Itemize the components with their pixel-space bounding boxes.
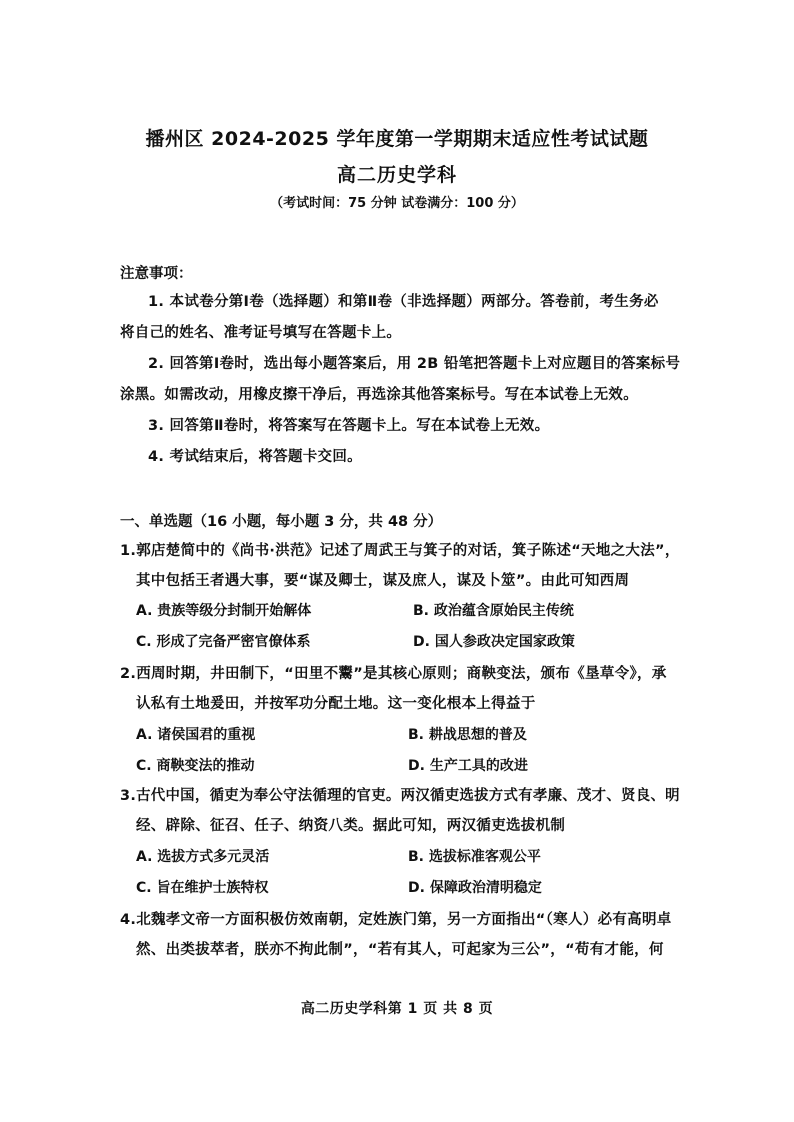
notes-heading: 注意事项： [120, 266, 193, 282]
question-4-stem: 然、出类拔萃者，朕亦不拘此制”，“若有其人，可起家为三公”，“苟有才能，何 [136, 942, 664, 958]
subject-title: 高二历史学科 [336, 164, 457, 186]
section-heading: 一、单选题（16 小题，每小题 3 分，共 48 分） [120, 514, 443, 530]
question-1-stem: 1.郭店楚简中的《尚书·洪范》记述了周武王与箕子的对话，箕子陈述“天地之大法”， [120, 543, 680, 559]
question-2-option-c: C. 商鞅变法的推动 [136, 758, 255, 774]
question-3-option-c: C. 旨在维护士族特权 [136, 880, 269, 896]
question-3-stem: 经、辟除、征召、任子、纳资八类。据此可知，两汉循吏选拔机制 [136, 818, 566, 834]
question-2-option-a: A. 诸侯国君的重视 [136, 727, 256, 743]
notes-line: 1. 本试卷分第Ⅰ卷（选择题）和第Ⅱ卷（非选择题）两部分。答卷前，考生务必 [148, 294, 659, 310]
question-2-option-d: D. 生产工具的改进 [408, 758, 528, 774]
notes-line: 将自己的姓名、准考证号填写在答题卡上。 [120, 325, 402, 341]
notes-line: 涂黑。如需改动，用橡皮擦干净后，再选涂其他答案标号。写在本试卷上无效。 [120, 387, 638, 403]
question-3-option-a: A. 选拔方式多元灵活 [136, 849, 270, 865]
question-1-option-c: C. 形成了完备严密官僚体系 [136, 634, 311, 650]
question-4-stem: 4.北魏孝文帝一方面积极仿效南朝，定姓族门第，另一方面指出“（寒人）必有高明卓 [120, 912, 672, 928]
notes-line: 3. 回答第Ⅱ卷时，将答案写在答题卡上。写在本试卷上无效。 [148, 418, 550, 434]
question-3-stem: 3.古代中国，循吏为奉公守法循理的官吏。两汉循吏选拔方式有孝廉、茂才、贤良、明 [120, 788, 680, 804]
question-2-stem: 认私有土地爰田，并按军功分配土地。这一变化根本上得益于 [136, 696, 536, 712]
question-2-option-b: B. 耕战思想的普及 [408, 727, 527, 743]
question-1-option-a: A. 贵族等级分封制开始解体 [136, 603, 312, 619]
question-3-option-b: B. 选拔标准客观公平 [408, 849, 541, 865]
question-1-option-b: B. 政治蕴含原始民主传统 [413, 603, 574, 619]
notes-line: 4. 考试结束后，将答题卡交回。 [148, 449, 362, 465]
exam-title: 播州区 2024-2025 学年度第一学期期末适应性考试试题 [145, 128, 649, 150]
notes-line: 2. 回答第Ⅰ卷时，选出每小题答案后，用 2B 铅笔把答题卡上对应题目的答案标号 [148, 356, 681, 372]
question-3-option-d: D. 保障政治清明稳定 [408, 880, 542, 896]
page-footer: 高二历史学科第 1 页 共 8 页 [300, 1001, 494, 1017]
question-1-stem: 其中包括王者遇大事，要“谋及卿士，谋及庶人，谋及卜筮”。由此可知西周 [136, 573, 630, 589]
question-1-option-d: D. 国人参政决定国家政策 [413, 634, 575, 650]
exam-info: （考试时间：75 分钟 试卷满分：100 分） [270, 196, 524, 211]
question-2-stem: 2.西周时期，井田制下，“田里不鬻”是其核心原则；商鞅变法，颁布《垦草令》，承 [120, 666, 667, 682]
